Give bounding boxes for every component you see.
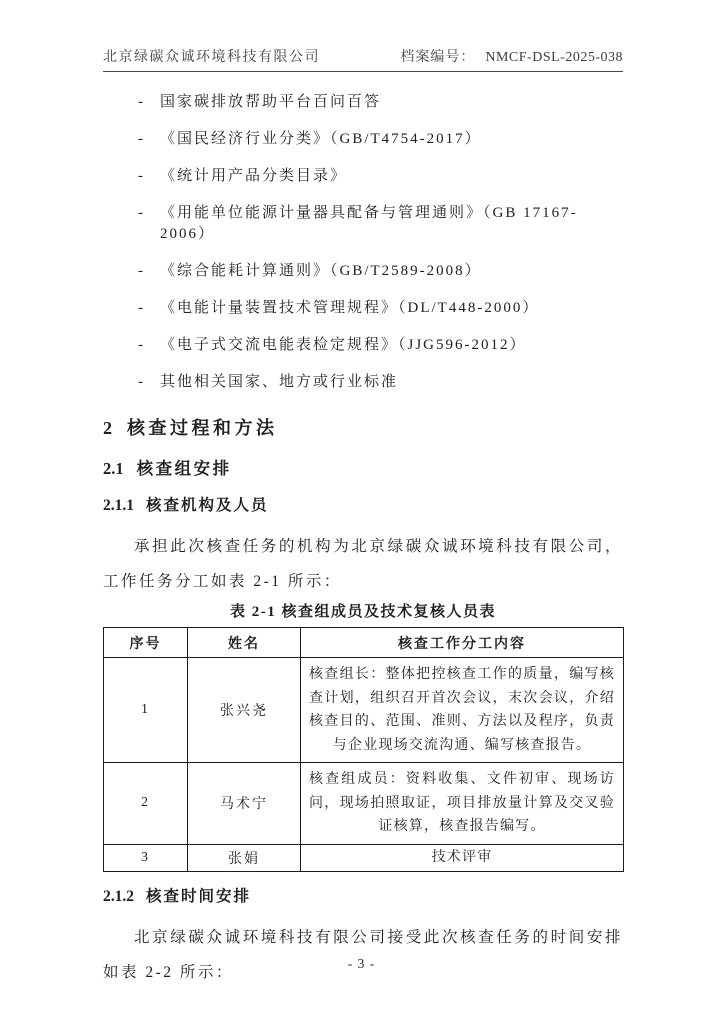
table-row xyxy=(104,658,624,763)
section-title: 核查组安排 xyxy=(136,459,232,478)
archive-label: 档案编号： xyxy=(400,50,476,65)
paragraph-2-1-1: 承担此次核查任务的机构为北京绿碳众诚环境科技有限公司，工作任务分工如表 2-1 所示： xyxy=(103,538,623,590)
verifier-table xyxy=(103,627,624,872)
list-item-text: 《统计用产品分类目录》 xyxy=(160,168,348,184)
list-item-text: 《用能单位能源计量器具配备与管理通则》（GB 17167-2006） xyxy=(160,205,578,242)
company-name: 北京绿碳众诚环境科技有限公司 xyxy=(103,50,320,65)
table-row xyxy=(104,844,624,871)
page-number: - 3 - xyxy=(347,956,376,971)
list-item xyxy=(103,121,623,158)
archive-number: NMCF-DSL-2025-038 xyxy=(485,50,623,65)
page-header xyxy=(103,46,623,72)
bullet-dash: - xyxy=(138,168,145,184)
chapter-title: 核查过程和方法 xyxy=(127,418,278,438)
section-heading-2-1 xyxy=(103,457,623,481)
subsection-heading-2-1-1 xyxy=(103,495,623,517)
chapter-number: 2 xyxy=(103,418,112,438)
list-item-text: 《电子式交流电能表检定规程》（JJG596-2012） xyxy=(160,337,527,353)
archive-number-group xyxy=(400,46,623,66)
bullet-dash: - xyxy=(138,337,145,353)
list-item xyxy=(103,364,623,401)
list-item-text: 《国民经济行业分类》（GB/T4754-2017） xyxy=(160,131,482,147)
cell-index: 2 xyxy=(104,763,188,845)
bullet-dash: - xyxy=(138,300,145,316)
bullet-dash: - xyxy=(138,131,145,147)
list-item xyxy=(103,84,623,121)
chapter-heading xyxy=(103,415,623,441)
bullet-dash: - xyxy=(138,263,145,279)
list-item-text: 《电能计量装置技术管理规程》（DL/T448-2000） xyxy=(160,300,540,316)
column-header-duty: 核查工作分工内容 xyxy=(301,628,624,658)
table-caption: 表 2-1 核查组成员及技术复核人员表 xyxy=(230,604,496,620)
bullet-dash: - xyxy=(138,94,145,110)
list-item-text: 国家碳排放帮助平台百问百答 xyxy=(160,94,382,110)
cell-name: 马术宁 xyxy=(188,763,301,845)
list-item-text: 《综合能耗计算通则》（GB/T2589-2008） xyxy=(160,263,482,279)
reference-list xyxy=(103,84,623,401)
subsection-number: 2.1.2 xyxy=(103,887,134,905)
bullet-dash: - xyxy=(138,374,145,390)
cell-name: 张兴尧 xyxy=(188,658,301,763)
cell-duty: 核查组成员：资料收集、文件初审、现场访问，现场拍照取证，项目排放量计算及交叉验证核算，核查报告编写。 xyxy=(301,763,624,845)
cell-duty: 核查组长：整体把控核查工作的质量，编写核查计划，组织召开首次会议，末次会议，介绍核查目的、范围、准则、方法以及程序，负责与企业现场交流沟通、编写核查报告。 xyxy=(301,658,624,763)
cell-index: 1 xyxy=(104,658,188,763)
table-row xyxy=(104,763,624,845)
cell-name: 张娟 xyxy=(188,844,301,871)
cell-index: 3 xyxy=(104,844,188,871)
subsection-title: 核查时间安排 xyxy=(146,887,252,905)
list-item xyxy=(103,327,623,364)
list-item xyxy=(103,158,623,195)
subsection-heading-2-1-2 xyxy=(103,886,623,908)
list-item xyxy=(103,253,623,290)
subsection-title: 核查机构及人员 xyxy=(146,497,269,514)
list-item xyxy=(103,290,623,327)
paragraph-2-1-2: 北京绿碳众诚环境科技有限公司接受此次核查任务的时间安排如表 2-2 所示： xyxy=(103,928,623,981)
table-header-row xyxy=(104,628,624,658)
column-header-name: 姓名 xyxy=(188,628,301,658)
section-number: 2.1 xyxy=(103,459,124,478)
cell-duty: 技术评审 xyxy=(301,844,624,871)
list-item xyxy=(103,195,623,253)
column-header-index: 序号 xyxy=(104,628,188,658)
bullet-dash: - xyxy=(138,205,145,221)
list-item-text: 其他相关国家、地方或行业标准 xyxy=(160,374,399,390)
subsection-number: 2.1.1 xyxy=(103,497,134,514)
